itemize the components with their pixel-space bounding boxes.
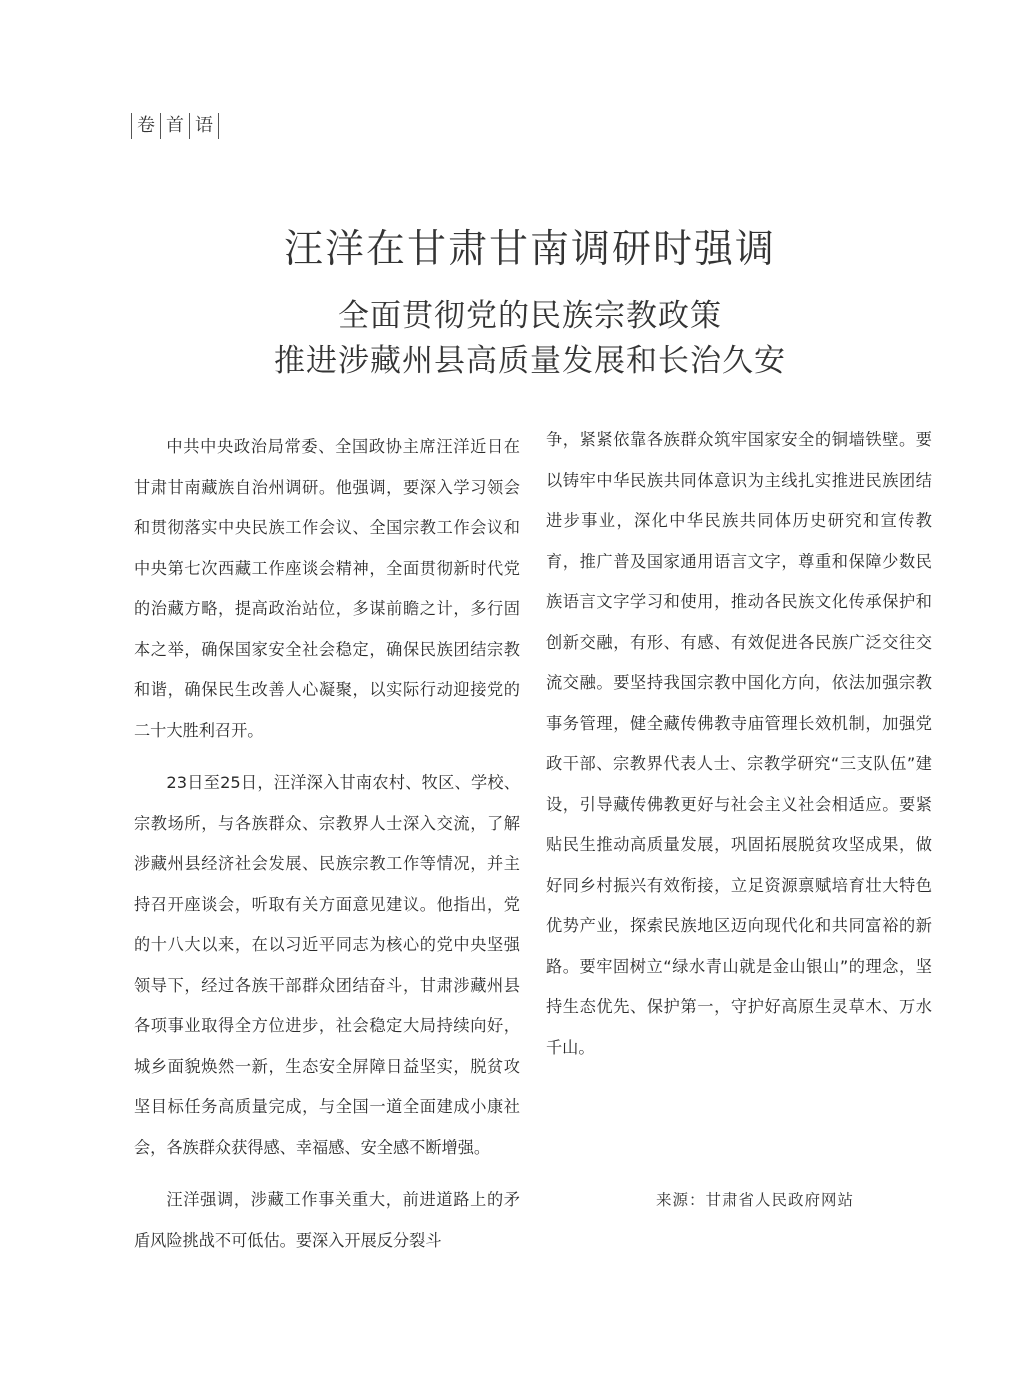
- body-paragraph: 争，紧紧依靠各族群众筑牢国家安全的铜墙铁壁。要以铸牢中华民族共同体意识为主线扎实推进民族团结进步事业，深化中华民族共同体历史研究和宣传教育，推广普及国家通用语言文字，尊重和保障少数民族语言文字学习和使用，推动各民族文化传承保护和创新交融，有形、有感、有效促进各民族广泛交往交流交融。要坚持我国宗教中国化方向，依法加强宗教事务管理，健全藏传佛教寺庙管理长效机制，加强党政干部、宗教界代表人士、宗教学研究“三支队伍”建设，引导藏传佛教更好与社会主义社会相适应。要紧贴民生推动高质量发展，巩固拓展脱贫攻坚成果，做好同乡村振兴有效衔接，立足资源禀赋培育壮大特色优势产业，探索民族地区迈向现代化和共同富裕的新路。要牢固树立“绿水青山就是金山银山”的理念，坚持生态优先、保护第一，守护好高原生灵草木、万水千山。: [546, 430, 932, 1057]
- section-tag-char: 语: [195, 115, 213, 136]
- section-tag: [131, 112, 219, 140]
- body-paragraph: 汪洋强调，涉藏工作事关重大，前进道路上的矛盾风险挑战不可低估。要深入开展反分裂斗: [134, 1190, 520, 1250]
- section-tag-divider: [218, 113, 219, 139]
- body-paragraph: 中共中央政治局常委、全国政协主席汪洋近日在甘肃甘南藏族自治州调研。他强调，要深入学习领会和贯彻落实中央民族工作会议、全国宗教工作会议和中央第七次西藏工作座谈会精神，全面贯彻新时代党的治藏方略，提高政治站位，多谋前瞻之计，多行固本之举，确保国家安全社会稳定，确保民族团结宗教和谐，确保民生改善人心凝聚，以实际行动迎接党的二十大胜利召开。: [134, 437, 520, 740]
- article-subtitle-line2: 推进涉藏州县高质量发展和长治久安: [274, 343, 786, 379]
- source-credit: 来源：甘肃省人民政府网站: [656, 1191, 855, 1209]
- body-paragraph: 23日至25日，汪洋深入甘南农村、牧区、学校、宗教场所，与各族群众、宗教界人士深入交流，了解涉藏州县经济社会发展、民族宗教工作等情况，并主持召开座谈会，听取有关方面意见建议。他指出，党的十八大以来，在以习近平同志为核心的党中央坚强领导下，经过各族干部群众团结奋斗，甘肃涉藏州县各项事业取得全方位进步，社会稳定大局持续向好，城乡面貌焕然一新，生态安全屏障日益坚实，脱贫攻坚目标任务高质量完成，与全国一道全面建成小康社会，各族群众获得感、幸福感、安全感不断增强。: [134, 773, 520, 1157]
- body-column-left: [134, 427, 520, 1273]
- body-column-right: [546, 420, 932, 1080]
- article-subtitle-line1: 全面贯彻党的民族宗教政策: [338, 298, 722, 334]
- article-title: 汪洋在甘肃甘南调研时强调: [283, 227, 776, 272]
- section-tag-char: 首: [166, 115, 184, 136]
- section-tag-char: 卷: [137, 115, 155, 136]
